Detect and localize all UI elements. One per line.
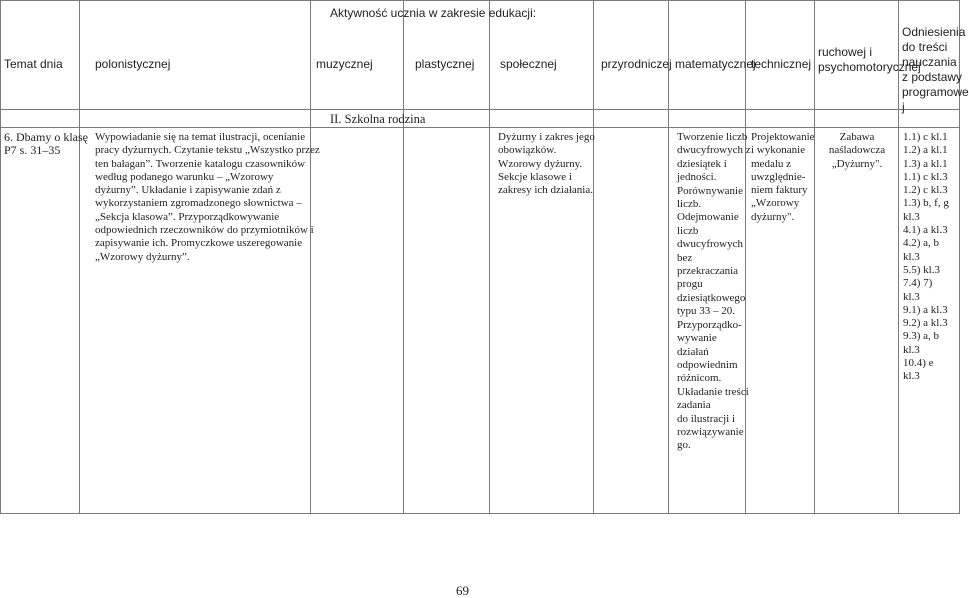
text-line: rozwiązywanie bbox=[677, 425, 744, 438]
text-line: dwucyfrowych z bbox=[677, 144, 751, 157]
text-line: Przyporządko- bbox=[677, 318, 742, 331]
text-line: dyżurny". bbox=[751, 210, 795, 223]
text-line: 5.5) kl.3 bbox=[903, 263, 940, 276]
col-divider-9 bbox=[898, 0, 899, 514]
text-line: „Wzorowy bbox=[751, 197, 800, 210]
text-line: niem faktury bbox=[751, 184, 808, 197]
text-line: z podstawy bbox=[902, 70, 963, 84]
text-line: 6. Dbamy o klasę bbox=[4, 130, 88, 144]
text-line: działań bbox=[677, 345, 709, 358]
text-line: „Sekcja klasowa”. Przyporządkowywanie bbox=[95, 210, 280, 223]
text-line: Porównywanie bbox=[677, 184, 743, 197]
text-line: 1.2) a kl.1 bbox=[903, 144, 948, 157]
text-line: Wzorowy dyżurny. bbox=[498, 157, 583, 170]
text-line: liczb. bbox=[677, 198, 702, 211]
text-line: „Wzorowy dyżurny”. bbox=[95, 250, 190, 263]
col-header-spoleczna: społecznej bbox=[500, 57, 557, 71]
text-line: 1.3) a kl.1 bbox=[903, 157, 948, 170]
text-line: Sekcje klasowe i bbox=[498, 170, 572, 183]
text-line: Tworzenie liczb bbox=[677, 131, 748, 143]
text-line: Projektowanie bbox=[751, 131, 815, 143]
text-line: 9.3) a, b bbox=[903, 330, 940, 343]
text-line: kl.3 bbox=[903, 370, 920, 383]
cell-temat bbox=[4, 131, 88, 157]
text-line: obowiązków. bbox=[498, 144, 557, 157]
text-line: wykorzystaniem zgromadzonego słownictwa – bbox=[95, 197, 302, 210]
text-line: 4.1) a kl.3 bbox=[903, 224, 948, 237]
text-line: go. bbox=[677, 439, 691, 452]
text-line: typu 33 – 20. bbox=[677, 305, 736, 318]
col-header-odniesienia bbox=[902, 25, 969, 115]
text-line: naśladowcza bbox=[828, 144, 886, 157]
cell-polonistyczna bbox=[95, 131, 320, 264]
text-line: 4.2) a, b bbox=[903, 237, 940, 250]
text-line: progu bbox=[677, 278, 703, 291]
text-line: według podanego warunku – „Wzorowy bbox=[95, 170, 274, 183]
group-title: Aktywność ucznia w zakresie edukacji: bbox=[330, 6, 537, 20]
text-line: nauczania bbox=[902, 55, 957, 69]
text-line: kl.3 bbox=[903, 290, 920, 303]
text-line: programowe bbox=[902, 85, 969, 99]
text-line: i wykonanie bbox=[751, 144, 806, 157]
text-line: 1.1) c kl.3 bbox=[903, 170, 948, 183]
text-line: zapisywanie ich. Promyczkowe uszeregowanie bbox=[95, 237, 303, 250]
text-line: 1.2) c kl.3 bbox=[903, 184, 948, 197]
col-divider-8 bbox=[814, 0, 815, 514]
text-line: dwucyfrowych bbox=[677, 238, 743, 251]
text-line: ten bałagan”. Tworzenie katalogu czasowników bbox=[95, 157, 306, 170]
text-line: Układanie treści bbox=[677, 385, 749, 398]
text-line: Zabawa bbox=[839, 131, 875, 143]
text-line: jedności. bbox=[677, 171, 717, 184]
text-line: wywanie bbox=[677, 332, 717, 345]
text-line: 9.1) a kl.3 bbox=[903, 303, 948, 316]
text-line: 10.4) e bbox=[903, 357, 934, 370]
col-header-polonistyczna: polonistycznej bbox=[95, 57, 171, 71]
text-line: 7.4) 7) bbox=[903, 277, 933, 290]
text-line: kl.3 bbox=[903, 343, 920, 356]
col-header-przyrodnicza: przyrodniczej bbox=[601, 57, 672, 71]
text-line: do ilustracji i bbox=[677, 412, 736, 425]
col-divider-5 bbox=[593, 0, 594, 514]
text-line: dziesiątek i bbox=[677, 157, 727, 170]
cell-ruchowa bbox=[818, 131, 896, 171]
text-line: Dyżurny i zakres jego bbox=[498, 131, 595, 143]
text-line: ruchowej i bbox=[818, 45, 873, 59]
cell-matematyczna bbox=[677, 131, 751, 453]
col-header-temat: Temat dnia bbox=[4, 57, 63, 71]
text-line: odpowiednich rzeczowników do przymiotników i bbox=[95, 224, 314, 237]
table-top-border bbox=[0, 0, 960, 1]
text-line: liczb bbox=[677, 224, 699, 237]
text-line: odpowiednim bbox=[677, 358, 738, 371]
cell-techniczna bbox=[751, 131, 815, 224]
table-bottom-border bbox=[0, 513, 960, 514]
col-header-matematyczna: matematycznej bbox=[675, 57, 756, 71]
col-divider-6 bbox=[668, 0, 669, 514]
section-row-border bbox=[0, 127, 960, 128]
col-header-plastyczna: plastycznej bbox=[415, 57, 475, 71]
text-line: j bbox=[902, 100, 905, 114]
col-divider-0 bbox=[0, 0, 1, 514]
text-line: pracy dyżurnych. Czytanie tekstu „Wszystko przez bbox=[95, 144, 320, 157]
col-header-muzyczna: muzycznej bbox=[316, 57, 373, 71]
text-line: uwzględnie- bbox=[751, 170, 806, 183]
col-header-techniczna: technicznej bbox=[751, 57, 812, 71]
text-line: P7 s. 31–35 bbox=[4, 143, 61, 157]
text-line: 1.3) b, f, g bbox=[903, 197, 949, 210]
text-line: Odniesienia bbox=[902, 25, 966, 39]
text-line: zadania bbox=[677, 399, 711, 412]
text-line: Wypowiadanie się na temat ilustracji, ocenianie bbox=[95, 131, 306, 143]
cell-spoleczna bbox=[498, 131, 595, 197]
text-line: dyżurny”. Układanie i zapisywanie zdań z bbox=[95, 184, 281, 197]
text-line: zakresy ich działania. bbox=[498, 184, 593, 197]
text-line: bez bbox=[677, 251, 693, 264]
cell-odniesienia bbox=[903, 131, 949, 384]
text-line: „Dyżurny". bbox=[831, 157, 883, 170]
text-line: różnicom. bbox=[677, 372, 722, 385]
page-number: 69 bbox=[456, 583, 469, 598]
header-row-border bbox=[0, 109, 960, 110]
col-divider-3 bbox=[403, 0, 404, 514]
text-line: Odejmowanie bbox=[677, 211, 739, 224]
text-line: kl.3 bbox=[903, 210, 920, 223]
text-line: 1.1) c kl.1 bbox=[903, 131, 948, 143]
text-line: psychomotorycznej bbox=[818, 60, 921, 74]
text-line: do treści bbox=[902, 40, 948, 54]
col-divider-1 bbox=[79, 0, 80, 514]
text-line: medalu z bbox=[751, 157, 792, 170]
text-line: dziesiątkowego bbox=[677, 291, 746, 304]
section-title: II. Szkolna rodzina bbox=[330, 112, 426, 126]
col-divider-4 bbox=[489, 0, 490, 514]
text-line: przekraczania bbox=[677, 265, 739, 278]
text-line: kl.3 bbox=[903, 250, 920, 263]
text-line: 9.2) a kl.3 bbox=[903, 317, 948, 330]
